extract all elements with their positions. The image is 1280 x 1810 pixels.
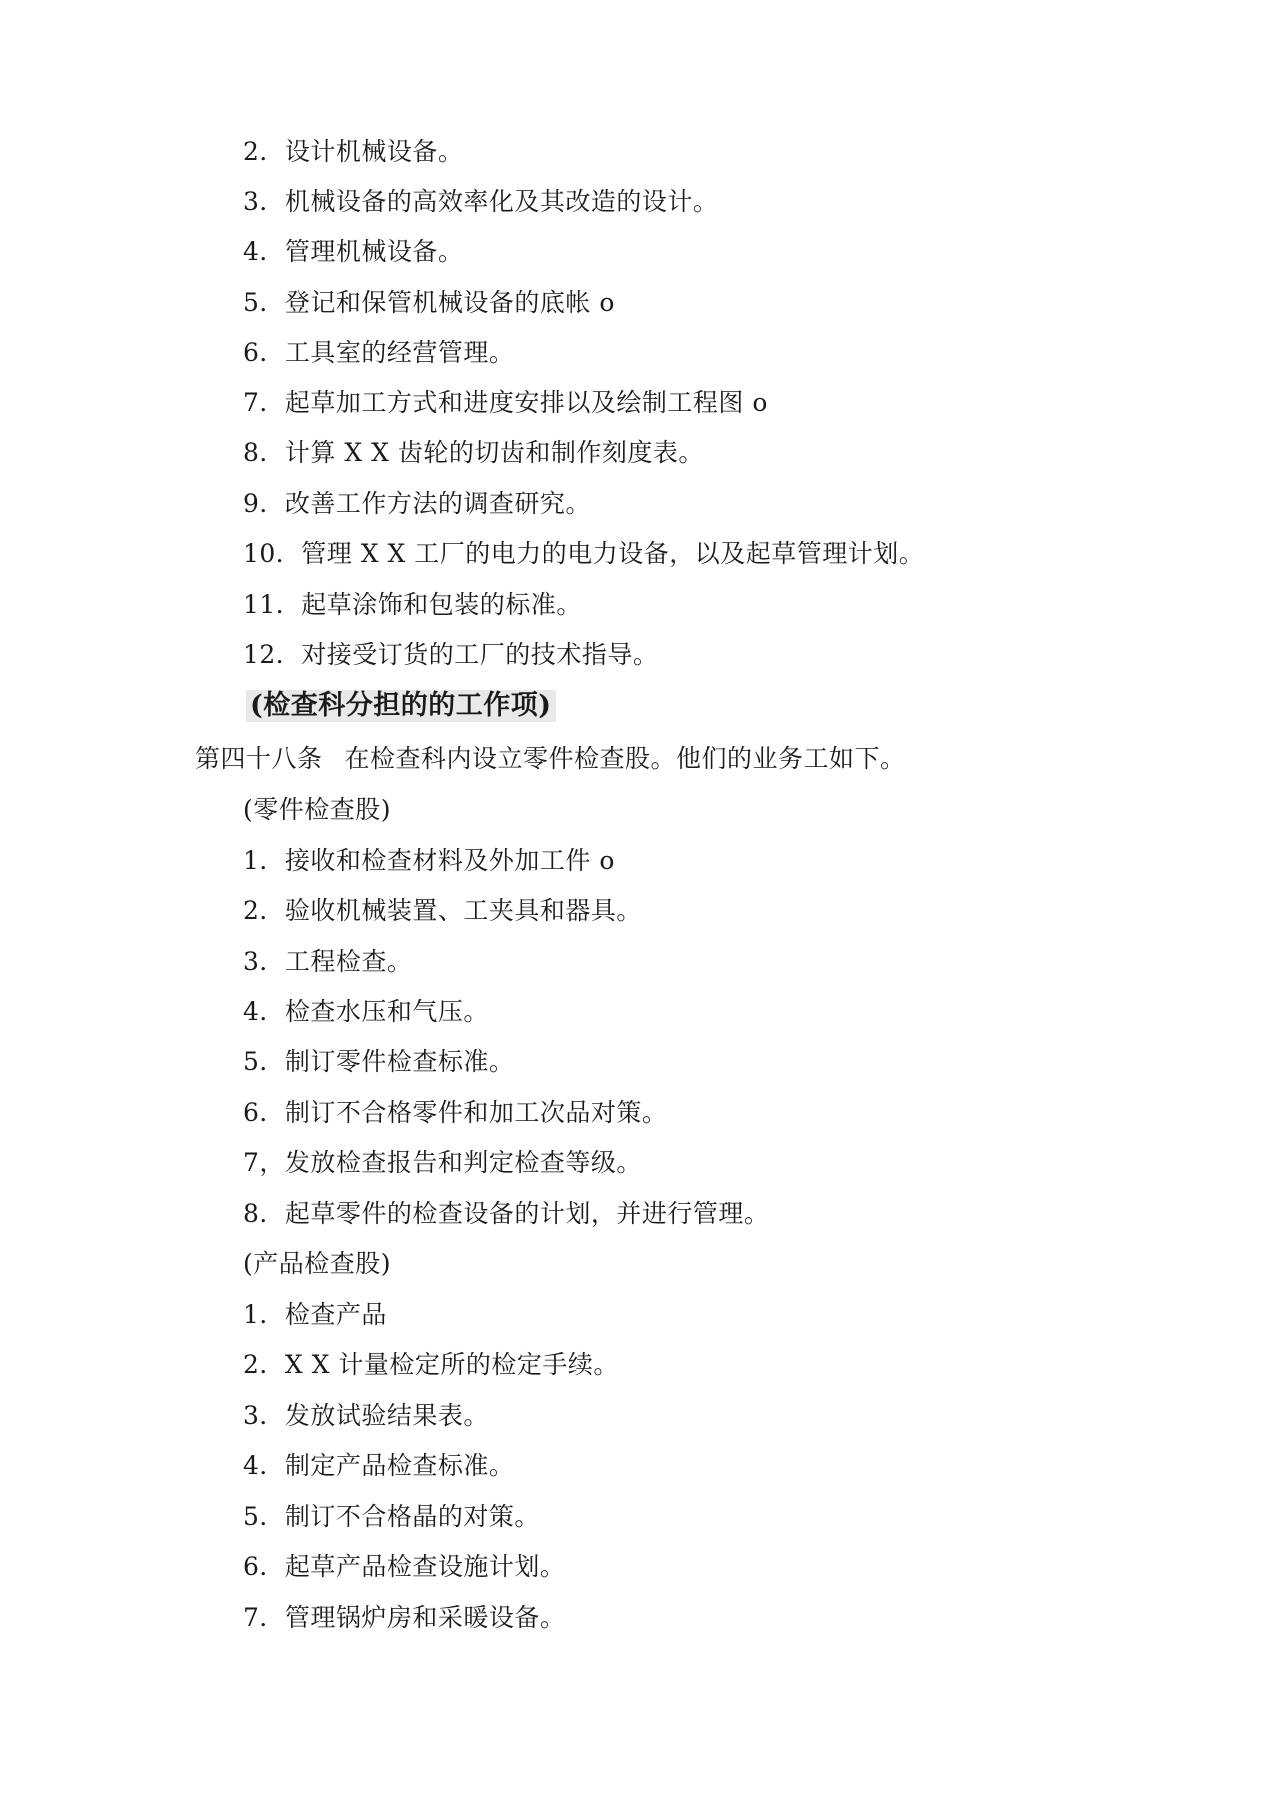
list-item: 4．检查水压和气压。	[243, 997, 489, 1026]
list-item: 5．登记和保管机械设备的底帐 o	[243, 288, 615, 317]
list-item: 9．改善工作方法的调查研究。	[243, 489, 591, 518]
list-item: 11．起草涂饰和包装的标准。	[243, 590, 582, 619]
list-item: 7．起草加工方式和进度安排以及绘制工程图 o	[243, 388, 768, 417]
list-item: 8．起草零件的检查设备的计划，并进行管理。	[243, 1199, 770, 1228]
list-item: 6．起草产品检查设施计划。	[243, 1552, 566, 1581]
section-heading: (检查科分担的的工作项)	[246, 690, 556, 722]
list-item: 2．设计机械设备。	[243, 137, 464, 166]
list-item: 3．工程检查。	[243, 947, 413, 976]
list-item: 8．计算 X X 齿轮的切齿和制作刻度表。	[243, 438, 704, 467]
list-item: 10．管理 X X 工厂的电力的电力设备，以及起草管理计划。	[243, 539, 925, 568]
subsection-title: (产品检查股)	[243, 1249, 392, 1278]
list-item: 6．制订不合格零件和加工次品对策。	[243, 1098, 668, 1127]
list-item: 4．制定产品检查标准。	[243, 1451, 515, 1480]
list-item: 3．发放试验结果表。	[243, 1401, 489, 1430]
list-item: 3．机械设备的高效率化及其改造的设计。	[243, 187, 719, 216]
list-item: 12．对接受订货的工厂的技术指导。	[243, 640, 659, 669]
list-item: 2．X X 计量检定所的检定手续。	[243, 1350, 619, 1379]
list-item: 2．验收机械装置、工夹具和器具。	[243, 896, 642, 925]
list-item: 1．接收和检查材料及外加工件 o	[243, 846, 615, 875]
list-item: 4．管理机械设备。	[243, 237, 464, 266]
list-item: 7，发放检查报告和判定检查等级。	[243, 1148, 642, 1177]
subsection-title: (零件检查股)	[243, 795, 392, 824]
list-item: 1．检查产品	[243, 1300, 387, 1329]
list-item: 6．工具室的经营管理。	[243, 338, 515, 367]
list-item: 5．制订不合格晶的对策。	[243, 1502, 540, 1531]
article-text: 在检查科内设立零件检查股。他们的业务工如下。	[344, 744, 906, 773]
article-label: 第四十八条	[195, 744, 323, 773]
list-item: 5．制订零件检查标准。	[243, 1047, 515, 1076]
article-paragraph	[195, 743, 906, 775]
list-item: 7．管理锅炉房和采暖设备。	[243, 1603, 566, 1632]
